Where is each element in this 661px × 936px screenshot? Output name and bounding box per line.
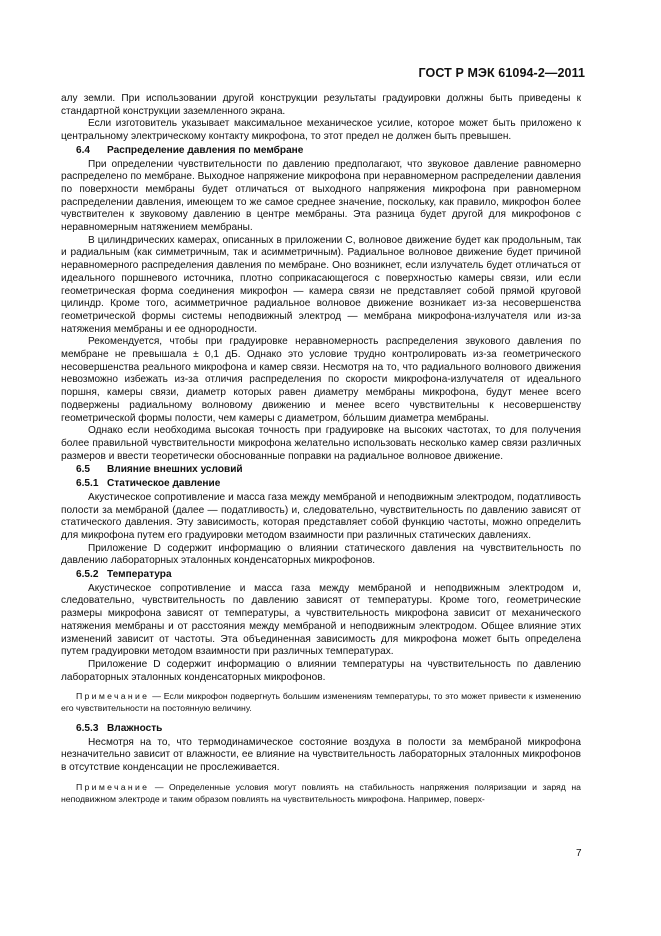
subsection-heading (61, 478, 581, 491)
document-header: ГОСТ Р МЭК 61094-2—2011 (418, 66, 585, 80)
section-title: Влияние внешних условий (107, 464, 243, 476)
section-title: Распределение давления по мембране (107, 144, 304, 156)
section-number: 6.5.2 (76, 569, 99, 581)
paragraph: Рекомендуется, чтобы при градуировке неравномерность распределения звукового давления по мембране не превышала ± 0,1 дБ. Однако это условие трудно контролировать из-за геометрического несовершенства реального микрофона и камер связи. Несмотря на то, что радиального волнового движения невозможно избежать из-за отличия распределения по скорости микрофона-излучателя от идеального поршня, камеры связи, диаметр которых равен диаметру мембраны микрофона, будут менее всего подвержены радиальному волновому движению и менее всего чувствительны к несовершенству геометрической формы полости, чем камеры с диаметром, бо́льшим диаметра мембраны. (61, 336, 581, 424)
paragraph: алу земли. При использовании другой конструкции результаты градуировки должны быть приведены к стандартной конструкции заземленного экрана. (61, 93, 581, 117)
paragraph: Если изготовитель указывает максимальное механическое усилие, которое может быть приложено к центральному электрическому контакту микрофона, то этот предел не должен быть превышен. (61, 118, 581, 143)
note (61, 782, 581, 806)
section-title: Температура (107, 569, 172, 581)
subsection-heading (61, 723, 581, 736)
section-number: 6.5.3 (76, 722, 99, 734)
paragraph: В цилиндрических камерах, описанных в приложении С, волновое движение будет как продольным, так и радиальным (как симметричным, так и асимметричным). Радиальное волновое движение будет причиной неравномерного распределения давления по мембране. Оно возникнет, если излучатель будет отличаться от идеального поршневого источника, плотно соприкасающегося с поверхностью камеры связи, или если геометрическая форма соединения микрофон — камера связи не представляет собой прямой круговой цилиндр. Кроме того, асимметричное радиальное волновое движение возникает из-за несовершенства геометрической формы системы неподвижный электрод — мембрана микрофона-излучателя или из-за натяжения мембраны и ее однородности. (61, 234, 581, 335)
paragraph: Акустическое сопротивление и масса газа между мембраной и неподвижным электродом и, следовательно, чувствительность по давлению зависят от температуры. Кроме того, геометрические размеры микрофона зависят от температуры, а чувствительность микрофона зависит от механического натяжения мембраны и от расстояния между мембраной и неподвижным электродом. Общее влияние этих изменений зависит от частоты. Эта объединенная зависимость для микрофона может быть определена путем градуировки методом взаимности при различных температурах. (61, 582, 581, 658)
paragraph: Однако если необходима высокая точность при градуировке на высоких частотах, то для получения более правильной чувствительности микрофона желательно использовать несколько камер связи различных размеров и ввести теоретически обоснованные поправки на радиальное волновое движение. (61, 425, 581, 462)
paragraph: Приложение D содержит информацию о влиянии температуры на чувствительность по давлению лабораторных эталонных конденсаторных микрофонов. (61, 658, 581, 683)
note-text: — Если микрофон подвергнуть большим изменениям температуры, то это может привести к изменению его чувствительности на постоянную величину. (61, 691, 581, 714)
section-number: 6.4 (76, 144, 91, 156)
note (61, 691, 581, 715)
page-number: 7 (576, 848, 582, 859)
section-number: 6.5 (76, 464, 91, 476)
note-text: — Определенные условия могут повлиять на стабильность напряжения поляризации и заряд на неподвижном электроде и таким образом повлиять на чувствительность микрофона. Например, поверх- (61, 781, 581, 804)
section-heading (61, 145, 581, 158)
paragraph: Приложение D содержит информацию о влиянии статического давления на чувствительность по давлению лабораторных эталонных конденсаторных микрофонов. (61, 542, 581, 567)
section-number: 6.5.1 (76, 478, 99, 490)
paragraph: Несмотря на то, что термодинамическое состояние воздуха в полости за мембраной микрофона незначительно зависит от влажности, ее влияние на чувствительность лабораторных эталонных микрофонов в отсутствие конденсации не прослеживается. (61, 736, 581, 774)
section-title: Статическое давление (107, 478, 221, 490)
section-heading (61, 464, 581, 477)
document-body (61, 93, 581, 813)
paragraph: Акустическое сопротивление и масса газа между мембраной и неподвижным электродом, податливость полости за мембраной (далее — податливость) и, следовательно, чувствительность по давлению зависят от статического давления. Эту зависимость, которая представляет собой функцию частоты, можно определить для микрофона путем его градуировки методом взаимности при различных статических давлениях. (61, 491, 581, 541)
note-label: Примечание (76, 691, 150, 702)
subsection-heading (61, 569, 581, 582)
note-label: Примечание (76, 781, 150, 792)
paragraph: При определении чувствительности по давлению предполагают, что звуковое давление равномерно распределено по мембране. Выходное напряжение микрофона при неравномерном распределении давления по поверхности мембраны будет отличаться от выходного напряжения микрофона при равномерном распределении давления, имеющем то же самое среднее значение, поскольку, как правило, микрофон более чувствителен к звуковому давлению в центре мембраны. Эта разница будет другой для микрофонов с неравномерным натяжением мембраны. (61, 158, 581, 234)
section-title: Влажность (107, 722, 163, 734)
